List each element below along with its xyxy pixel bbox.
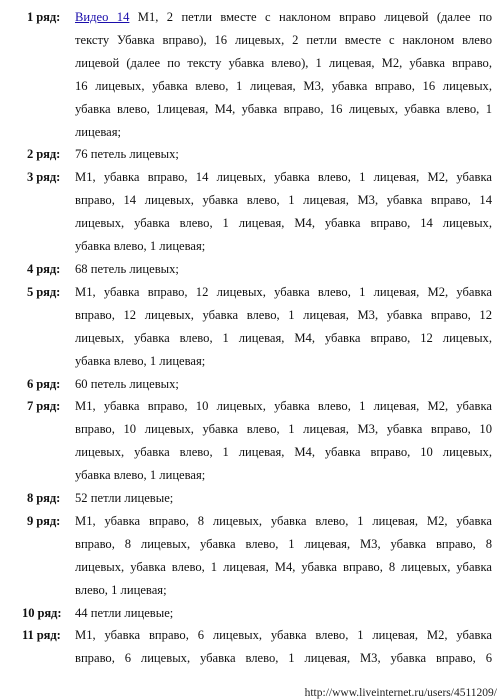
row-9 <box>0 510 503 602</box>
row-text: 52 петли лицевые; <box>75 491 174 506</box>
row-text: 60 петель лицевых; <box>75 376 179 391</box>
row-2 <box>0 143 503 166</box>
row-label: 4 ряд: <box>27 261 61 276</box>
row-11 <box>0 624 503 670</box>
row-label: 2 ряд: <box>27 147 61 162</box>
row-3 <box>0 166 503 258</box>
row-text: М1, убавка вправо, 6 лицевых, убавка влево, 1 лицевая, М2, убавка вправо, 6 лицевых, убавка влево, 1 лицевая, М3, убавка вправо, 6 <box>75 628 492 666</box>
row-text: М1, убавка вправо, 10 лицевых, убавка влево, 1 лицевая, М2, убавка вправо, 10 лицевых, убавка влево, 1 лицевая, М3, убавка вправо, 10 лицевых, убавка влево, 1 лицевая, М4, убавка вправо, 10 лицевых, убавка влево, 1 лицевая; <box>75 399 492 483</box>
row-7 <box>0 395 503 487</box>
row-text: Видео 14 М1, 2 петли вместе с наклоном вправо лицевой (далее по тексту Убавка вправо), 16 лицевых, 2 петли вместе с наклоном влево лицевой (далее по тексту убавка влево), 1 лицевая, М2, убавка вправо, 16 лицевых, убавка влево, 1 лицевая, М3, убавка вправо, 16 лицевых, убавка влево, 1лицевая, М4, убавка вправо, 16 лицевых, убавка влево, 1 лицевая; <box>75 10 492 139</box>
row-label: 9 ряд: <box>27 513 61 528</box>
row-label: 7 ряд: <box>27 399 61 414</box>
video-link[interactable]: Видео 14 <box>75 10 130 24</box>
row-label: 1 ряд: <box>27 10 61 24</box>
row-4 <box>0 258 503 281</box>
row-1 <box>0 6 503 143</box>
row-text: 44 петли лицевые; <box>75 605 174 620</box>
row-text: 76 петель лицевых; <box>75 147 179 162</box>
row-5 <box>0 281 503 373</box>
row-6 <box>0 373 503 396</box>
row-label: 8 ряд: <box>27 491 61 506</box>
row-label: 3 ряд: <box>27 170 61 185</box>
row-label: 5 ряд: <box>27 284 61 299</box>
row-10 <box>0 602 503 625</box>
row-text: М1, убавка вправо, 12 лицевых, убавка влево, 1 лицевая, М2, убавка вправо, 12 лицевых, убавка влево, 1 лицевая, М3, убавка вправо, 12 лицевых, убавка влево, 1 лицевая, М4, убавка вправо, 12 лицевых, убавка влево, 1 лицевая; <box>75 284 492 368</box>
row-8 <box>0 487 503 510</box>
row-text: М1, убавка вправо, 14 лицевых, убавка влево, 1 лицевая, М2, убавка вправо, 14 лицевых, убавка влево, 1 лицевая, М3, убавка вправо, 14 лицевых, убавка влево, 1 лицевая, М4, убавка вправо, 14 лицевых, убавка влево, 1 лицевая; <box>75 170 492 254</box>
row-label: 6 ряд: <box>27 376 61 391</box>
row-label: 10 ряд: <box>22 605 62 620</box>
source-url-watermark: http://www.liveinternet.ru/users/4511209/ <box>304 687 497 699</box>
row-label: 11 ряд: <box>22 628 61 643</box>
row-text: 68 петель лицевых; <box>75 261 179 276</box>
row-text: М1, убавка вправо, 8 лицевых, убавка влево, 1 лицевая, М2, убавка вправо, 8 лицевых, убавка влево, 1 лицевая, М3, убавка вправо, 8 лицевых, убавка влево, 1 лицевая, М4, убавка вправо, 8 лицевых, убавка влево, 1 лицевая; <box>75 513 492 597</box>
